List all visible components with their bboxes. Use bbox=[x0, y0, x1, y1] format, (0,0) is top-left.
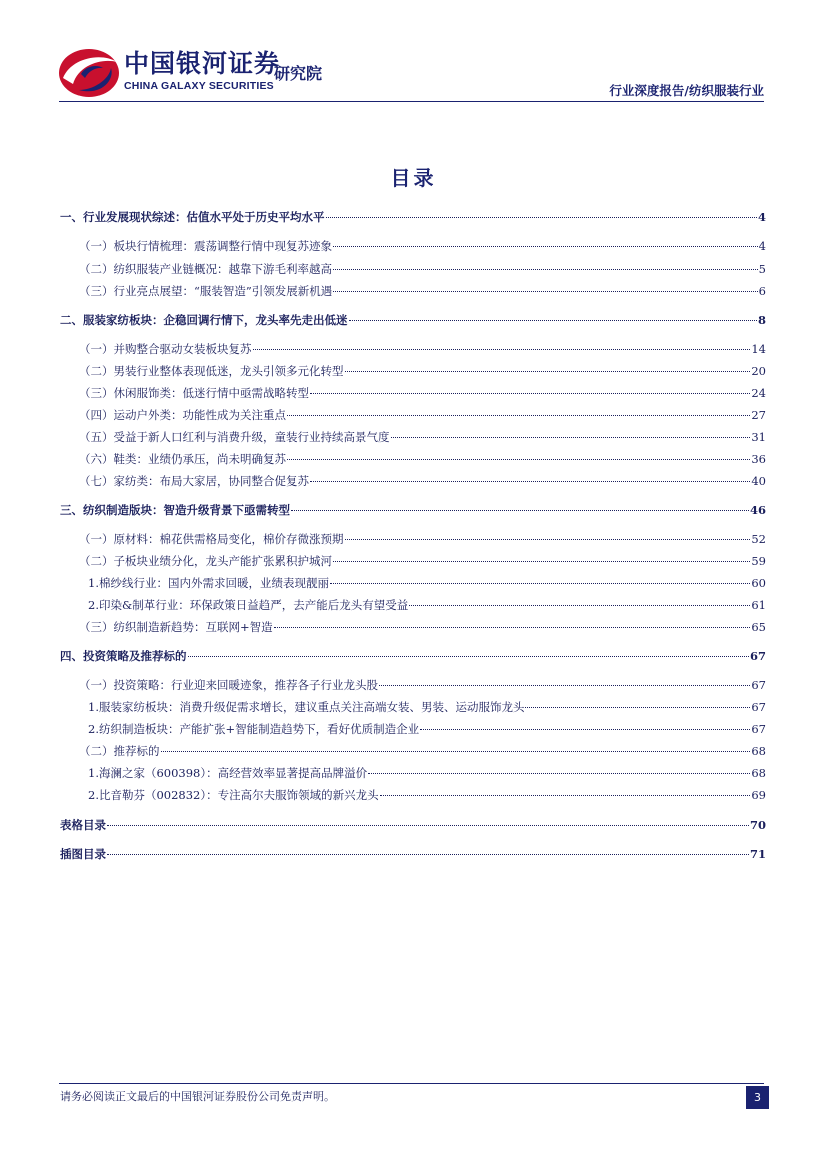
toc-entry-title: 一、行业发展现状综述：估值水平处于历史平均水平 bbox=[60, 210, 325, 224]
toc-entry-title: （二）男装行业整体表现低迷，龙头引领多元化转型 bbox=[79, 364, 344, 378]
toc-entry-title: 1.服装家纺板块：消费升级促需求增长，建议重点关注高端女装、男装、运动服饰龙头 bbox=[88, 700, 525, 714]
toc-entry-page: 61 bbox=[751, 598, 766, 612]
brand-name-en: CHINA GALAXY SECURITIES bbox=[124, 80, 274, 92]
toc-entry-title: （四）运动户外类：功能性成为关注重点 bbox=[79, 408, 286, 422]
brand-name-cn: 中国银河证券 bbox=[124, 49, 281, 78]
toc-leader bbox=[525, 707, 750, 708]
toc-entry[interactable] bbox=[79, 385, 766, 401]
toc-entry-title: 1.海澜之家（600398）：高经营效率显著提高品牌溢价 bbox=[88, 766, 368, 780]
toc-entry-title: （一）投资策略：行业迎来回暖迹象，推荐各子行业龙头股 bbox=[79, 678, 378, 692]
toc-entry-title: （一）原材料：棉花供需格局变化，棉价存微涨预期 bbox=[79, 532, 344, 546]
toc-entry-page: 24 bbox=[751, 386, 766, 400]
toc-entry[interactable] bbox=[60, 502, 766, 518]
toc-entry[interactable] bbox=[79, 429, 766, 445]
toc-entry[interactable] bbox=[79, 238, 766, 254]
toc-entry[interactable] bbox=[79, 283, 766, 299]
toc-entry-title: （五）受益于新人口红利与消费升级，童装行业持续高景气度 bbox=[79, 430, 390, 444]
toc-entry[interactable] bbox=[60, 817, 766, 833]
toc-entry-page: 60 bbox=[751, 576, 766, 590]
toc-leader bbox=[333, 291, 757, 292]
toc-entry-page: 6 bbox=[758, 284, 766, 298]
toc-entry[interactable] bbox=[60, 312, 766, 328]
toc-entry-title: 四、投资策略及推荐标的 bbox=[60, 649, 187, 663]
toc-entry-title: （二）纺织服装产业链概况：越靠下游毛利率越高 bbox=[79, 262, 332, 276]
toc-leader bbox=[326, 217, 757, 218]
toc-entry-page: 69 bbox=[751, 788, 766, 802]
toc-leader bbox=[310, 481, 750, 482]
toc-leader bbox=[188, 656, 749, 657]
toc-entry-page: 4 bbox=[758, 239, 766, 253]
toc-entry[interactable] bbox=[79, 261, 766, 277]
toc-entry-title: 2.印染&制革行业：环保政策日益趋严，去产能后龙头有望受益 bbox=[88, 598, 409, 612]
toc-entry-page: 67 bbox=[749, 649, 766, 663]
toc-entry-page: 36 bbox=[751, 452, 766, 466]
toc-leader bbox=[380, 795, 751, 796]
toc-leader bbox=[274, 627, 751, 628]
galaxy-logo-icon bbox=[57, 44, 121, 100]
toc-entry-page: 40 bbox=[751, 474, 766, 488]
toc-entry-page: 46 bbox=[749, 503, 766, 517]
toc-leader bbox=[287, 459, 750, 460]
toc-entry-title: 插图目录 bbox=[60, 847, 106, 861]
toc-leader bbox=[253, 349, 751, 350]
toc-entry[interactable] bbox=[79, 341, 766, 357]
footer-divider bbox=[59, 1083, 764, 1084]
header-divider bbox=[59, 101, 764, 102]
toc-entry-page: 59 bbox=[751, 554, 766, 568]
toc-entry[interactable] bbox=[79, 619, 766, 635]
toc-entry[interactable] bbox=[79, 553, 766, 569]
toc-entry-page: 67 bbox=[751, 700, 766, 714]
toc-entry-page: 70 bbox=[749, 818, 766, 832]
toc-entry-page: 14 bbox=[751, 342, 766, 356]
toc-entry[interactable] bbox=[88, 765, 766, 781]
toc-entry-title: 2.比音勒芬（002832）：专注高尔夫服饰领域的新兴龙头 bbox=[88, 788, 379, 802]
toc-entry[interactable] bbox=[88, 597, 766, 613]
toc-entry-page: 20 bbox=[751, 364, 766, 378]
toc-entry-title: 2.纺织制造板块：产能扩张+智能制造趋势下，看好优质制造企业 bbox=[88, 722, 420, 736]
toc-entry-title: 表格目录 bbox=[60, 818, 106, 832]
toc-entry-title: （三）纺织制造新趋势：互联网+智造 bbox=[79, 620, 273, 634]
toc-title: 目录 bbox=[390, 166, 437, 190]
toc-entry[interactable] bbox=[60, 846, 766, 862]
toc-entry-title: 三、纺织制造版块：智造升级背景下亟需转型 bbox=[60, 503, 290, 517]
toc-leader bbox=[420, 729, 750, 730]
toc-entry[interactable] bbox=[79, 677, 766, 693]
toc-entry[interactable] bbox=[79, 473, 766, 489]
toc-entry[interactable] bbox=[88, 787, 766, 803]
toc-entry[interactable] bbox=[79, 743, 766, 759]
toc-entry-title: （一）并购整合驱动女装板块复苏 bbox=[79, 342, 252, 356]
toc-entry-title: （六）鞋类：业绩仍承压，尚未明确复苏 bbox=[79, 452, 286, 466]
toc-entry-page: 27 bbox=[751, 408, 766, 422]
toc-entry-page: 71 bbox=[749, 847, 766, 861]
toc-entry-page: 65 bbox=[751, 620, 766, 634]
toc-entry-page: 8 bbox=[757, 313, 766, 327]
institute-label: 研究院 bbox=[274, 64, 323, 83]
toc-entry-page: 68 bbox=[751, 744, 766, 758]
toc-entry-page: 67 bbox=[751, 722, 766, 736]
toc-leader bbox=[330, 583, 750, 584]
toc-leader bbox=[409, 605, 750, 606]
toc-entry[interactable] bbox=[79, 531, 766, 547]
toc-entry[interactable] bbox=[79, 407, 766, 423]
toc-entry-page: 4 bbox=[757, 210, 766, 224]
toc-entry-title: （三）行业亮点展望：“服装智造”引领发展新机遇 bbox=[79, 284, 333, 298]
toc-leader bbox=[310, 393, 750, 394]
toc-entry[interactable] bbox=[79, 363, 766, 379]
toc-entry-page: 5 bbox=[758, 262, 766, 276]
toc-entry[interactable] bbox=[60, 209, 766, 225]
toc-leader bbox=[107, 825, 749, 826]
toc-entry-title: （二）子板块业绩分化，龙头产能扩张累积护城河 bbox=[79, 554, 332, 568]
toc-entry-page: 68 bbox=[751, 766, 766, 780]
toc-entry[interactable] bbox=[88, 575, 766, 591]
page-number-badge: 3 bbox=[746, 1086, 769, 1109]
toc-leader bbox=[107, 854, 749, 855]
toc-leader bbox=[368, 773, 750, 774]
toc-entry-title: 1.棉纱线行业：国内外需求回暖，业绩表现靓丽 bbox=[88, 576, 329, 590]
toc-leader bbox=[333, 269, 758, 270]
toc-leader bbox=[379, 685, 750, 686]
report-type-label: 行业深度报告/纺织服装行业 bbox=[609, 83, 764, 98]
toc-entry-page: 52 bbox=[751, 532, 766, 546]
toc-entry-title: （七）家纺类：布局大家居，协同整合促复苏 bbox=[79, 474, 309, 488]
toc-leader bbox=[161, 751, 751, 752]
toc-entry[interactable] bbox=[79, 451, 766, 467]
toc-entry-title: 二、服装家纺板块：企稳回调行情下，龙头率先走出低迷 bbox=[60, 313, 348, 327]
toc-entry-title: （三）休闲服饰类：低迷行情中亟需战略转型 bbox=[79, 386, 309, 400]
toc-entry[interactable] bbox=[60, 648, 766, 664]
toc-leader bbox=[391, 437, 751, 438]
toc-entry-title: （一）板块行情梳理：震荡调整行情中现复苏迹象 bbox=[79, 239, 332, 253]
toc-leader bbox=[333, 246, 758, 247]
toc-leader bbox=[291, 510, 749, 511]
toc-entry-page: 67 bbox=[751, 678, 766, 692]
toc-entry[interactable] bbox=[88, 699, 766, 715]
toc-entry-page: 31 bbox=[751, 430, 766, 444]
toc-entry[interactable] bbox=[88, 721, 766, 737]
disclaimer-text: 请务必阅读正文最后的中国银河证券股份公司免责声明。 bbox=[60, 1090, 335, 1103]
toc-leader bbox=[345, 371, 751, 372]
toc-leader bbox=[349, 320, 757, 321]
toc-leader bbox=[345, 539, 751, 540]
toc-leader bbox=[333, 561, 750, 562]
toc-entry-title: （二）推荐标的 bbox=[79, 744, 160, 758]
toc-leader bbox=[287, 415, 750, 416]
